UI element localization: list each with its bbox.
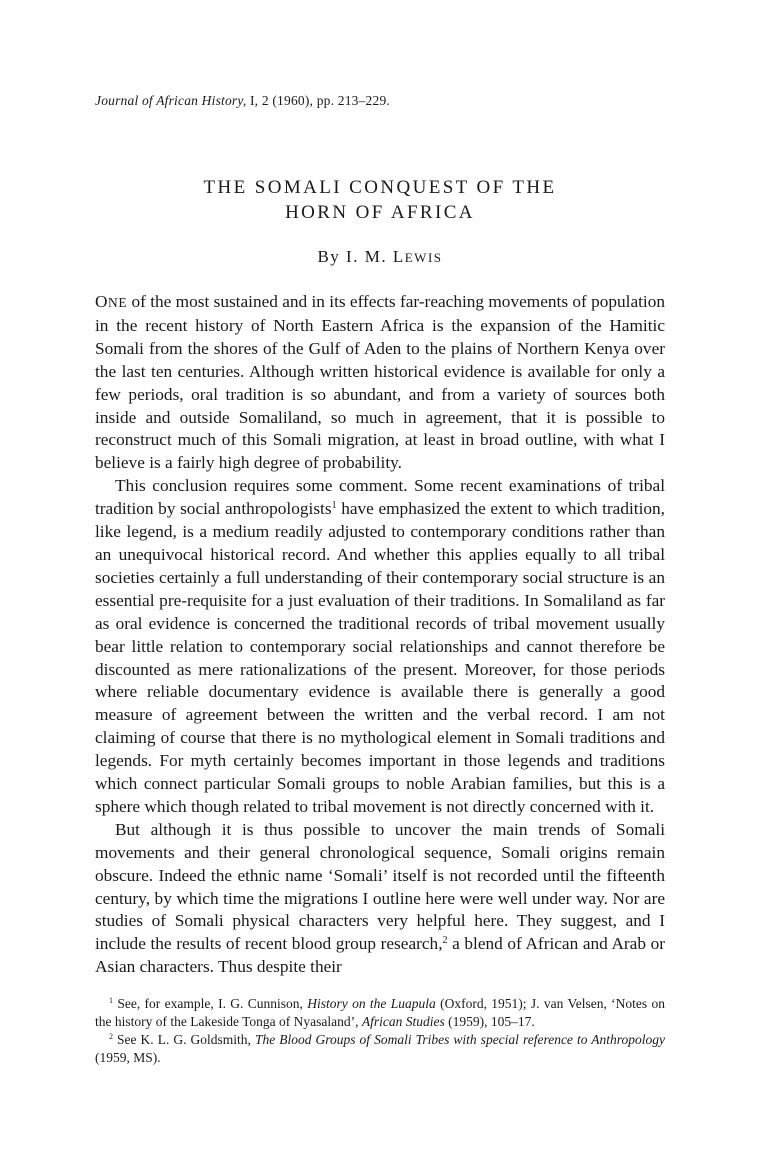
- running-header: [95, 93, 390, 109]
- footnote-2-text-b: (1959, MS).: [95, 1050, 161, 1065]
- footnote-1-title-2: African Studies: [361, 1014, 445, 1029]
- footnote-ref-1[interactable]: 1: [331, 500, 337, 512]
- footnote-1-title-1: History on the Luapula: [307, 996, 436, 1011]
- author-initial: L: [392, 247, 405, 266]
- author-surname: EWIS: [404, 250, 443, 265]
- footnotes: [95, 995, 665, 1067]
- footnote-2-text-a: See K. L. G. Goldsmith,: [113, 1032, 255, 1047]
- footnote-2-mark: 2: [109, 1032, 113, 1041]
- paragraph-3: [95, 819, 665, 979]
- title-line-2: HORN OF AFRICA: [285, 202, 475, 223]
- article-title: [95, 175, 665, 225]
- footnote-1-text-c: (1959), 105–17.: [444, 1014, 535, 1029]
- paragraph-1-text: of the most sustained and in its effects far-reaching movements of population in the recent history of North Eastern Africa is the expansion of the Hamitic Somali from the shores of the Gulf of Aden to the plains of Northern Kenya over the last ten centuries. Although written historical evidence is available for only a few periods, oral tradition is so abundant, and from a variety of sources both inside and outside Somaliland, so much in agreement, that it is possible to reconstruct much of this Somali migration, at least in broad outline, with what I believe is a fairly high degree of probability.: [95, 292, 665, 473]
- journal-name: Journal of African History,: [95, 93, 247, 108]
- lead-smallcaps: NE: [107, 295, 128, 310]
- title-line-1: THE SOMALI CONQUEST OF THE: [203, 177, 557, 198]
- footnote-1-text-a: See, for example, I. G. Cunnison,: [113, 996, 308, 1011]
- article-body: [95, 291, 665, 979]
- footnote-ref-2[interactable]: 2: [442, 935, 448, 947]
- footnote-1-mark: 1: [109, 996, 113, 1005]
- footnote-2: [95, 1031, 665, 1067]
- paragraph-3-text-a: But although it is thus possible to uncover the main trends of Somali movements and their general chronological sequence, Somali origins remain obscure. Indeed the ethnic name ‘Somali’ itself is not recorded until the fifteenth century, by which time the migrations I outline here were well under way. Nor are studies of Somali physical characters very helpful here. They suggest, and I include the results of recent blood group research,: [95, 819, 665, 954]
- lead-letter: O: [95, 292, 108, 311]
- paragraph-2: [95, 475, 665, 819]
- footnote-1: [95, 995, 665, 1031]
- paragraph-2-text-b: have emphasized the extent to which tradition, like legend, is a medium readily adjusted to contemporary conditions rather than an unequivocal historical record. And whether this applies equally to all tribal societies certainly a full understanding of their contemporary social structure is an essential pre-requisite for a just evaluation of their traditions. In Somaliland as far as oral evidence is concerned the traditional records of tribal movement usually bear little relation to contemporary social relationships and cannot therefore be discounted as mere rationalizations of the present. Moreover, for those periods where reliable documentary evidence is available there is generally a good measure of agreement between the written and the verbal record. I am not claiming of course that there is no mythological element in Somali traditions and legends. For myth certainly becomes important in those legends and traditions which connect particular Somali groups to noble Arabian families, but this is a sphere which though related to tribal movement is not directly concerned with it.: [95, 499, 665, 816]
- paragraph-2-text-a: This conclusion requires some comment. Some recent examinations of tribal tradition by social anthropologists: [95, 476, 665, 519]
- byline-prefix: By I. M.: [317, 247, 393, 266]
- author-byline: [95, 247, 665, 267]
- footnote-1-text-b: (Oxford, 1951); J. van Velsen, ‘Notes on the history of the Lakeside Tonga of Nyasaland’,: [95, 996, 665, 1029]
- paragraph-3-text-b: a blend of African and Arab or Asian characters. Thus despite their: [95, 934, 665, 977]
- journal-citation: I, 2 (1960), pp. 213–229.: [246, 93, 390, 108]
- footnote-2-title: The Blood Groups of Somali Tribes with special reference to Anthropology: [254, 1032, 665, 1047]
- paragraph-1: [95, 291, 665, 475]
